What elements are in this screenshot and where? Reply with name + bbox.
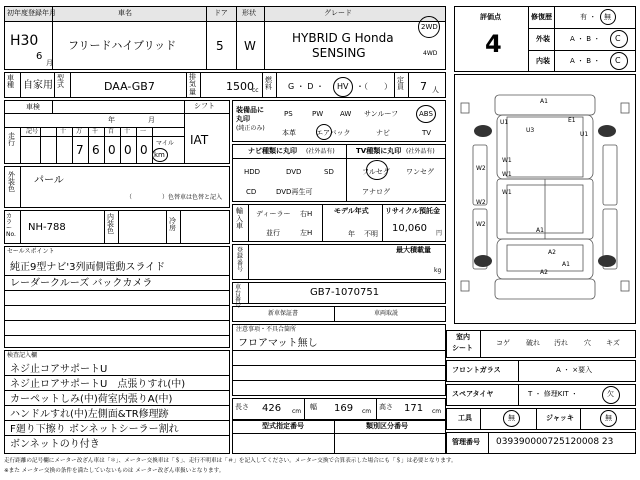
km-label: km bbox=[154, 151, 165, 159]
tools-none: 無 bbox=[508, 414, 515, 422]
door-count: 5 bbox=[216, 39, 224, 53]
digit-4: 0 bbox=[124, 143, 132, 157]
shift-value: IAT bbox=[190, 133, 209, 147]
digit-1: 7 bbox=[76, 143, 84, 157]
interior-label: 内装 bbox=[536, 57, 550, 65]
notice-label: 注意事項・不具合箇所 bbox=[236, 326, 297, 333]
equip-navi: ナビ bbox=[376, 129, 390, 137]
equipment-label-1: 装備品に bbox=[236, 106, 264, 114]
navi-cd: CD bbox=[246, 188, 257, 196]
room-item-5: キズ bbox=[606, 339, 620, 347]
length-label: 長さ bbox=[235, 403, 249, 411]
length-cm: cm bbox=[292, 408, 302, 415]
tv-oneseg: ワンセグ bbox=[406, 168, 434, 176]
exterior-grade: C bbox=[615, 34, 621, 43]
height-value: 171 bbox=[404, 403, 424, 414]
height-label: 高さ bbox=[379, 403, 393, 411]
color-label: 外装色 bbox=[8, 171, 15, 193]
chassis-value: GB7-1070751 bbox=[310, 287, 380, 298]
name-label: 車名 bbox=[118, 9, 132, 17]
dmg-w1-b: W1 bbox=[502, 171, 512, 178]
usage-label: 車種 bbox=[7, 74, 14, 89]
car-name: フリードハイブリッド bbox=[68, 39, 177, 52]
color-block bbox=[4, 166, 230, 208]
inspection-year: 年 bbox=[108, 116, 115, 124]
dmg-a1-mid: A1 bbox=[536, 227, 544, 234]
equip-abs: ABS bbox=[419, 110, 433, 118]
equip-tv: TV bbox=[422, 129, 432, 137]
repair-options: 有 ・ bbox=[580, 13, 597, 21]
grade-line-2: SENSING bbox=[312, 46, 366, 60]
new-car-warranty: 新車保証書 bbox=[268, 310, 299, 317]
footer-line-2: ※また メーター交換の条件を満たしていないものは メーター改ざん車扱いとなります。 bbox=[4, 468, 225, 474]
dmg-w1-a: W1 bbox=[502, 157, 512, 164]
report-line-2: ネジ止ロアサポートU 点張りすれ(中) bbox=[10, 379, 186, 390]
navi-dvd-play: DVD再生可 bbox=[276, 188, 313, 196]
equipment-label-2: 丸印 bbox=[236, 115, 250, 123]
capacity-label: 定員 bbox=[397, 76, 404, 91]
recycle-value: 10,060 bbox=[392, 223, 427, 234]
grade-line-1: HYBRID G Honda bbox=[292, 31, 394, 45]
door-label: ドア bbox=[214, 9, 228, 17]
unit-0: 十 bbox=[60, 128, 67, 135]
spare-tire-options: T ・ 修理KIT ・ bbox=[528, 390, 578, 398]
dmg-w2-a: W2 bbox=[476, 165, 486, 172]
sales-line-1: 純正9型ナビ'3列両側電動スライド bbox=[10, 262, 166, 273]
usage-value: 自家用 bbox=[23, 80, 53, 91]
equip-leather: 本革 bbox=[282, 129, 296, 137]
dmg-u1-left: U1 bbox=[500, 119, 509, 126]
spare-tire-none: 欠 bbox=[607, 390, 614, 398]
import-left: 左H bbox=[300, 229, 313, 237]
spare-tire-label: スペアタイヤ bbox=[452, 390, 494, 398]
capacity-unit: 人 bbox=[432, 86, 439, 94]
width-value: 169 bbox=[334, 403, 354, 414]
shape-label: 形状 bbox=[242, 9, 256, 17]
score-label: 評価点 bbox=[480, 13, 501, 21]
navi-header-small: (社外品有) bbox=[306, 148, 335, 155]
dmg-u1-right: U1 bbox=[580, 131, 589, 138]
dmg-a2-b: A2 bbox=[540, 269, 548, 276]
inspection-label: 車検 bbox=[26, 103, 40, 111]
cc-unit: cc bbox=[252, 87, 259, 94]
inspection-month: 月 bbox=[148, 116, 155, 124]
equip-pw: PW bbox=[312, 110, 324, 118]
tv-header-small: (社外品有) bbox=[406, 148, 435, 155]
grade-label: グレード bbox=[324, 9, 352, 17]
digit-5: 0 bbox=[140, 143, 148, 157]
interior-options: A ・ B ・ bbox=[570, 57, 601, 65]
unit-1: 万 bbox=[76, 128, 83, 135]
interior-grade: C bbox=[615, 56, 621, 65]
color-no-label: カラーNo. bbox=[6, 213, 16, 238]
mile-label: マイル bbox=[156, 140, 174, 147]
jack-none: 無 bbox=[605, 414, 612, 422]
height-cm: cm bbox=[432, 408, 442, 415]
warranty-block bbox=[232, 306, 446, 322]
fuel-hv: HV bbox=[337, 82, 349, 91]
import-right: 右H bbox=[300, 210, 313, 218]
navi-dvd: DVD bbox=[286, 168, 302, 176]
equip-sunroof: サンルーフ bbox=[364, 110, 399, 118]
navi-hdd: HDD bbox=[244, 168, 261, 176]
sales-label: セールスポイント bbox=[7, 248, 55, 255]
unit-3: 百 bbox=[108, 128, 115, 135]
report-line-4: ハンドルすれ(中)左側面&TR修理跡 bbox=[10, 409, 169, 420]
loading-kg: kg bbox=[434, 267, 442, 274]
equip-aw: AW bbox=[340, 110, 352, 118]
dmg-e1: E1 bbox=[568, 117, 576, 124]
displacement-value: 1500 bbox=[226, 80, 254, 93]
month-unit: 月 bbox=[46, 59, 53, 67]
model-label: 型式 bbox=[57, 74, 64, 89]
report-line-5: F廻り下擦り ボンネットシーラー割れ bbox=[10, 424, 179, 435]
equip-airbag: エアバック bbox=[316, 129, 351, 137]
dmg-a1-bottom: A1 bbox=[562, 261, 570, 268]
unit-4: 十 bbox=[124, 128, 131, 135]
body-shape: W bbox=[244, 39, 256, 53]
mileage-note-label: 記号 bbox=[26, 128, 39, 135]
front-glass-label: フロントガラス bbox=[452, 366, 501, 374]
cold-label: 冷房 bbox=[169, 217, 176, 232]
drive-2wd: 2WD bbox=[421, 23, 438, 31]
unit-5: 一 bbox=[140, 128, 147, 135]
color-note: （ ）色替車は色替と記入 bbox=[126, 194, 223, 201]
dmg-u3: U3 bbox=[526, 127, 535, 134]
navi-sd: SD bbox=[324, 168, 334, 176]
first-reg-label: 初年度登録年月 bbox=[7, 9, 56, 17]
notice-block bbox=[232, 324, 446, 396]
report-line-3: カーペットしみ(中)荷室内張りA(中) bbox=[10, 394, 173, 405]
tv-header: TV種類に丸印 bbox=[356, 147, 402, 155]
fuel-other: ・（ ） bbox=[356, 82, 392, 91]
registration-label: 登録番号 bbox=[237, 247, 244, 273]
model-value: DAA-GB7 bbox=[104, 80, 155, 93]
chassis-label: 車台番号 bbox=[235, 284, 242, 309]
manage-label: 管理番号 bbox=[452, 438, 480, 446]
class-spec-label: 類別区分番号 bbox=[366, 422, 408, 430]
room-item-3: 汚れ bbox=[554, 339, 568, 347]
room-item-4: 穴 bbox=[584, 339, 591, 347]
model-year-unit: 年 bbox=[348, 230, 355, 238]
model-year-unknown: 不明 bbox=[364, 230, 378, 238]
jack-label: ジャッキ bbox=[546, 414, 574, 422]
room-item-1: コゲ bbox=[496, 339, 510, 347]
footer-line-1: 走行距離の記号欄にメーター改ざん車は「＊」、メーター交換車は「＄」、走行不明車は「＃」を記入してください。メーター交換で合算表示した場合にも「＄」は必要となります。 bbox=[4, 458, 457, 464]
digit-2: 6 bbox=[92, 143, 100, 157]
tools-label: 工具 bbox=[458, 414, 472, 422]
dmg-w2-c: W2 bbox=[476, 221, 486, 228]
capacity-value: 7 bbox=[420, 80, 427, 93]
recycle-yen: 円 bbox=[436, 230, 443, 237]
tv-fullseg: フルセグ bbox=[362, 168, 390, 176]
disp-label: 排気量 bbox=[189, 73, 196, 96]
mileage-label: 走行 bbox=[8, 132, 15, 147]
interior-color-label: 内装色 bbox=[107, 213, 114, 235]
first-reg-month: 6 bbox=[36, 51, 43, 62]
tv-analog: アナログ bbox=[362, 188, 390, 196]
manage-value: 039390000725120008 23 bbox=[496, 437, 614, 447]
first-reg-year: H30 bbox=[10, 33, 39, 49]
drive-4wd: 4WD bbox=[423, 50, 438, 57]
vehicle-manual: 車両取説 bbox=[374, 310, 399, 317]
fuel-label: 燃料 bbox=[265, 76, 272, 91]
length-value: 426 bbox=[262, 403, 282, 414]
dmg-w2-b: W2 bbox=[476, 199, 486, 206]
width-cm: cm bbox=[362, 408, 372, 415]
equip-ps: PS bbox=[284, 110, 293, 118]
dmg-w1-c: W1 bbox=[502, 189, 512, 196]
repair-none: 無 bbox=[604, 13, 611, 21]
fuel-options: G ・ D ・ bbox=[288, 82, 324, 91]
import-label: 輸入車 bbox=[236, 207, 243, 231]
dmg-a1-top: A1 bbox=[540, 98, 548, 105]
report-line-6: ボンネットのり付き bbox=[10, 439, 100, 450]
color-value: パール bbox=[34, 175, 64, 186]
equipment-label-3: (純正のみ) bbox=[236, 125, 265, 132]
model-year-label: モデル年式 bbox=[334, 207, 369, 215]
loading-label: 最大積載量 bbox=[396, 246, 431, 254]
front-glass-value: A ・ ×要入 bbox=[556, 366, 593, 374]
recycle-label: リサイクル預託金 bbox=[385, 207, 441, 215]
sales-line-2: レーダークルーズ バックカメラ bbox=[10, 278, 153, 289]
report-line-1: ネジ止コアサポートU bbox=[10, 364, 108, 375]
type-spec-label: 型式指定番号 bbox=[262, 422, 304, 430]
dmg-a2-a: A2 bbox=[548, 249, 556, 256]
exterior-options: A ・ B ・ bbox=[570, 35, 601, 43]
room-label-1: 室内 bbox=[456, 333, 470, 341]
color-no-value: NH-788 bbox=[28, 222, 66, 233]
width-label: 幅 bbox=[310, 403, 317, 411]
room-item-2: 破れ bbox=[526, 339, 540, 347]
repair-label: 修復歴 bbox=[531, 13, 552, 21]
import-parallel: 並行 bbox=[266, 229, 280, 237]
exterior-label: 外装 bbox=[536, 35, 550, 43]
digit-3: 0 bbox=[108, 143, 116, 157]
score-value: 4 bbox=[485, 30, 502, 58]
notice-value: フロアマット無し bbox=[238, 338, 318, 349]
unit-2: 千 bbox=[92, 128, 99, 135]
room-label-2: シート bbox=[452, 344, 473, 352]
shift-label: シフト bbox=[194, 102, 215, 110]
inspection-report-label: 検査記入欄 bbox=[7, 352, 38, 359]
navi-header: ナビ種類に丸印 bbox=[248, 147, 297, 155]
import-dealer: ディーラー bbox=[256, 210, 291, 218]
